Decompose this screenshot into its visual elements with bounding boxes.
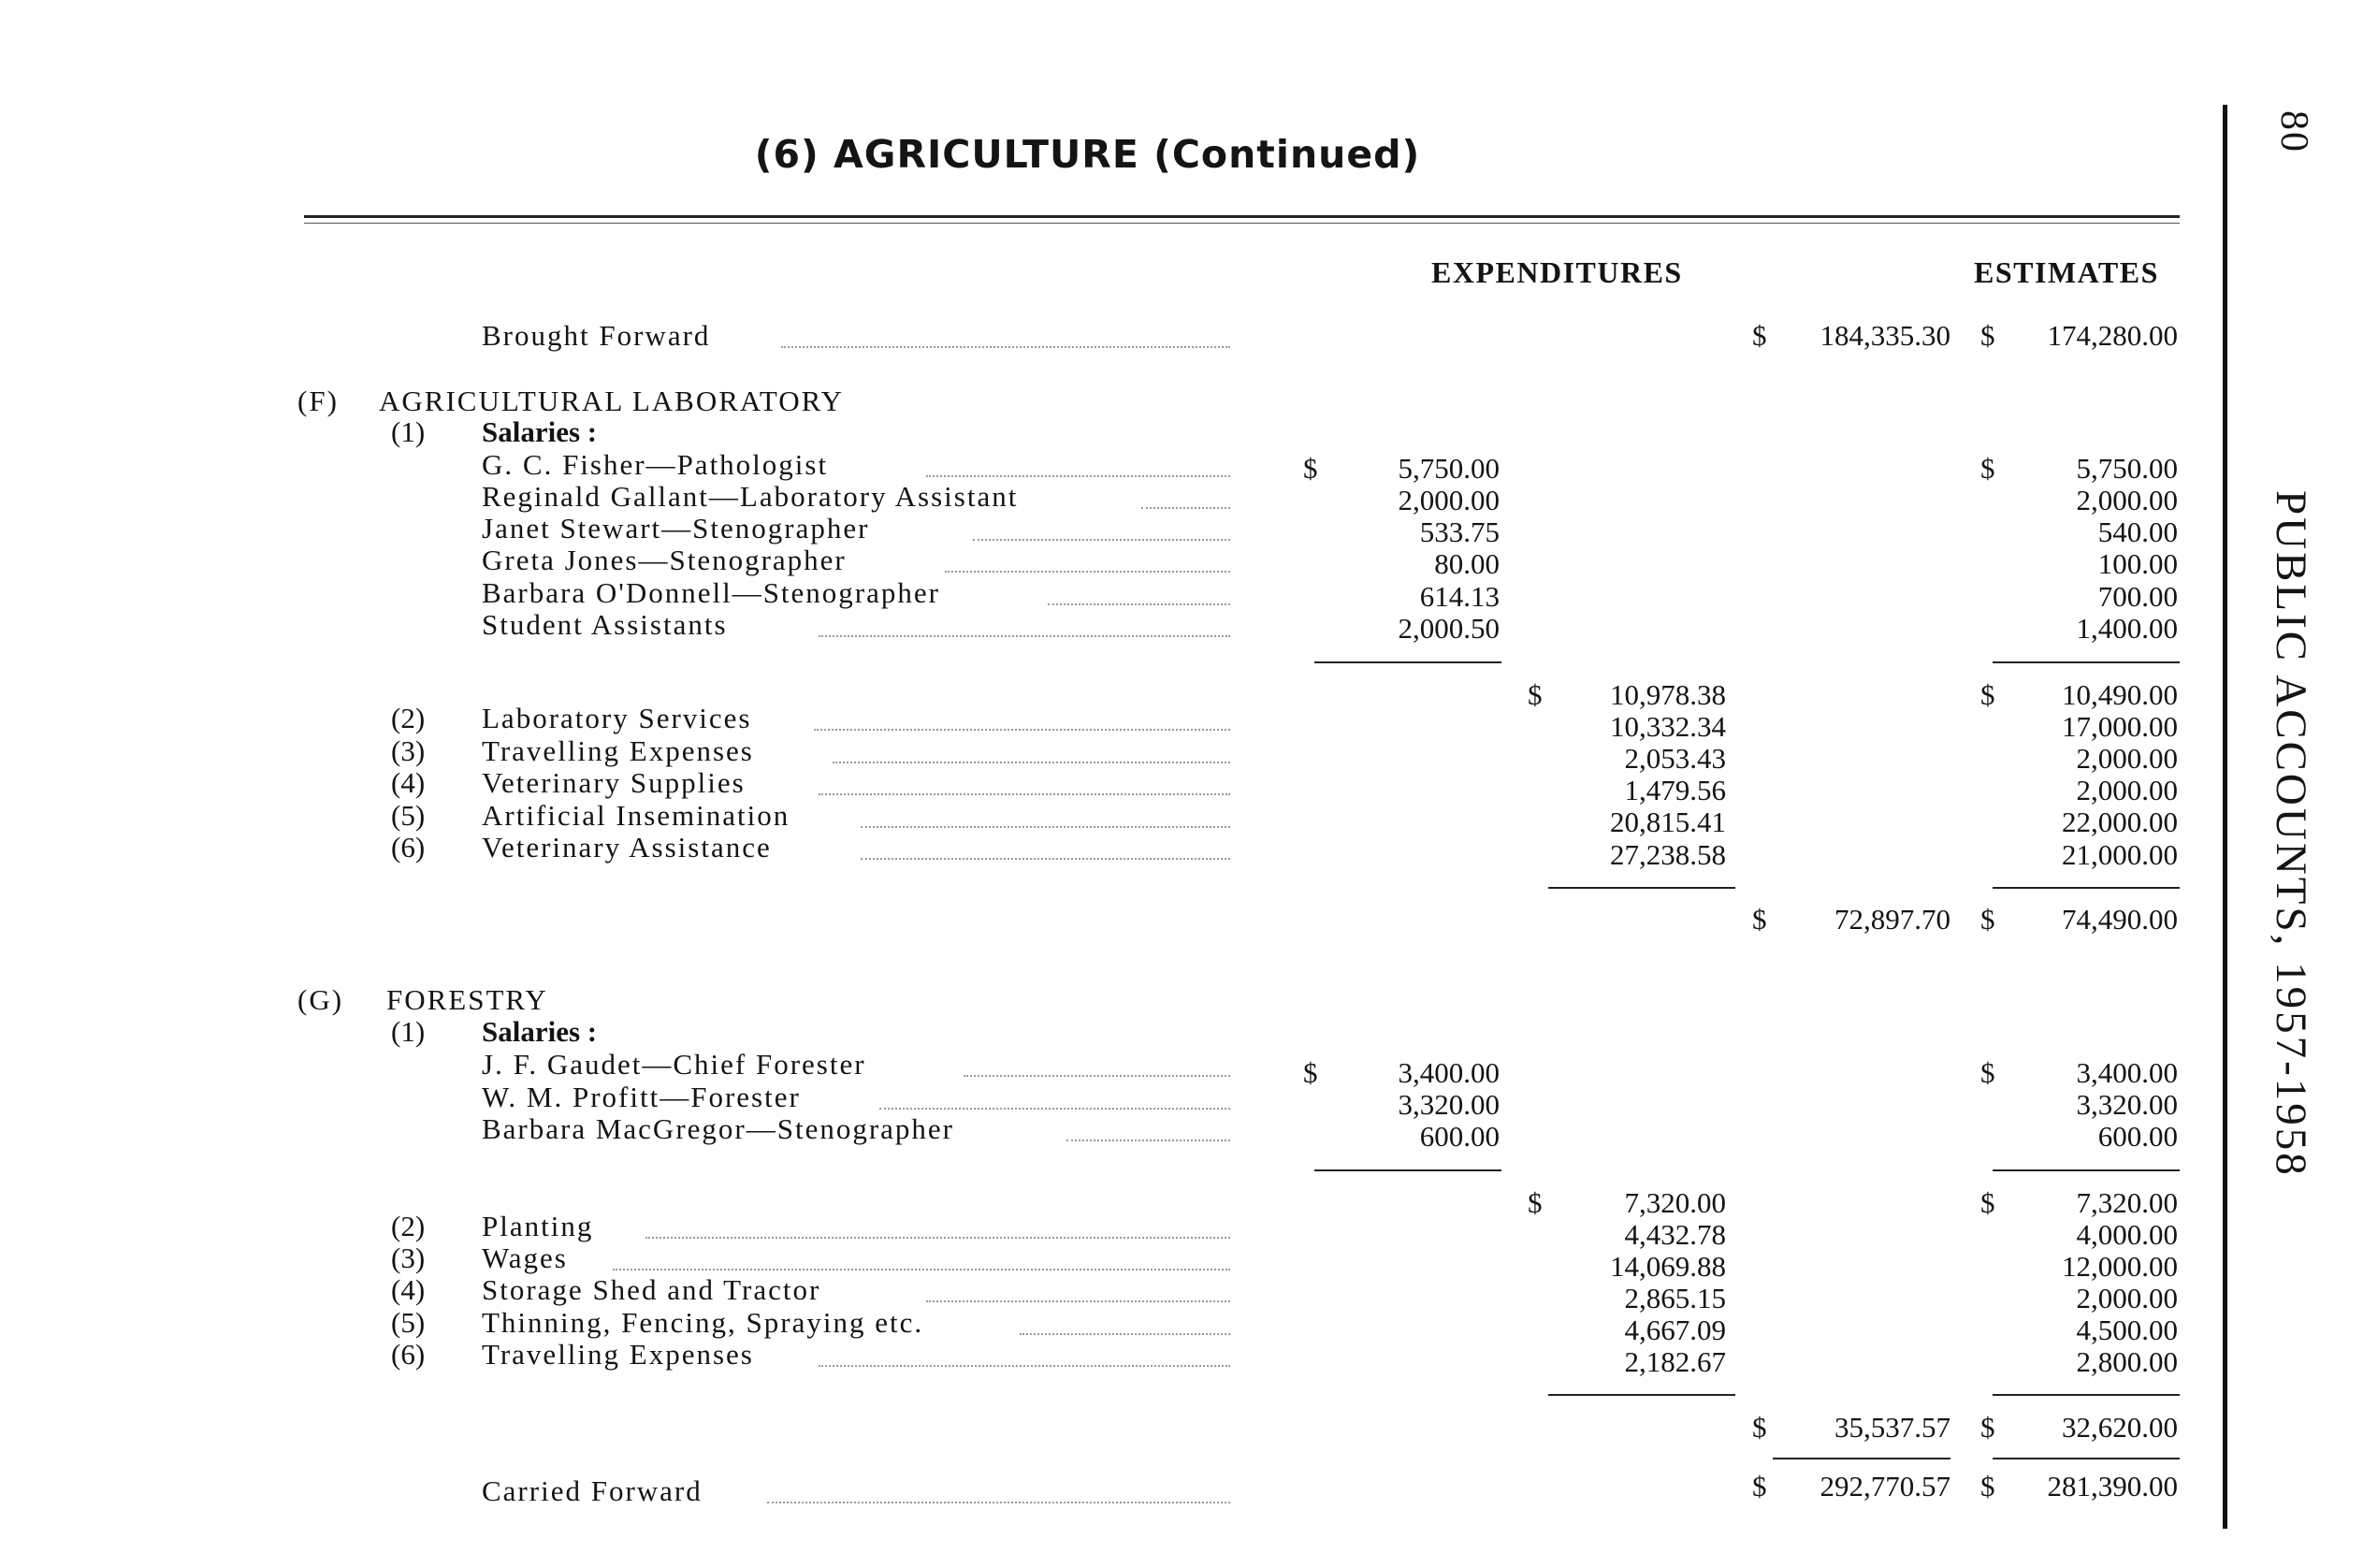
section-f-total-est: 74,490.00 [2062, 903, 2178, 936]
item-num: (3) [391, 734, 426, 767]
dollar-sign: $ [1980, 903, 1995, 936]
section-f-salaries-num: (1) [391, 415, 426, 448]
dollar-sign: $ [1980, 319, 1995, 352]
leader-dots [879, 1108, 1230, 1110]
leader-dots [767, 1502, 1230, 1503]
subtotal-rule [1993, 887, 2180, 889]
salary-exp: 2,000.00 [1398, 484, 1500, 516]
leader-dots [819, 635, 1230, 637]
item-est: 17,000.00 [2062, 710, 2178, 743]
col-expenditures: EXPENDITURES [1431, 255, 1683, 289]
section-g-salaries-total-exp: 7,320.00 [1624, 1186, 1726, 1219]
item-label: Thinning, Fencing, Spraying etc. [482, 1306, 924, 1339]
item-exp: 14,069.88 [1610, 1250, 1726, 1283]
item-num: (4) [391, 766, 426, 799]
header-rule-thin [304, 223, 2180, 224]
col-estimates: ESTIMATES [1974, 255, 2159, 289]
salary-label: Janet Stewart—Stenographer [482, 512, 870, 544]
salary-est: 600.00 [2097, 1120, 2178, 1153]
salary-exp: 3,400.00 [1398, 1056, 1500, 1089]
dollar-sign: $ [1752, 1470, 1767, 1503]
item-est: 12,000.00 [2062, 1250, 2178, 1283]
salary-exp: 614.13 [1419, 580, 1500, 613]
running-title: PUBLIC ACCOUNTS, 1957-1958 [2267, 490, 2315, 1178]
item-est: 4,000.00 [2076, 1218, 2178, 1251]
item-exp: 27,238.58 [1610, 838, 1726, 871]
item-est: 4,500.00 [2076, 1314, 2178, 1346]
leader-dots [1141, 507, 1230, 509]
item-label: Wages [482, 1241, 568, 1274]
leader-dots [819, 1365, 1230, 1367]
item-label: Travelling Expenses [482, 734, 754, 767]
item-label: Veterinary Supplies [482, 766, 746, 799]
section-f-name: AGRICULTURAL LABORATORY [379, 385, 844, 417]
leader-dots [926, 1300, 1230, 1302]
leader-dots [973, 539, 1230, 541]
carried-forward-label: Carried Forward [482, 1474, 703, 1507]
dollar-sign: $ [1752, 1411, 1767, 1444]
item-exp: 2,865.15 [1624, 1282, 1726, 1314]
section-g-salaries-label: Salaries : [482, 1015, 598, 1048]
total-rule [1993, 1458, 2180, 1459]
item-exp: 10,332.34 [1610, 710, 1726, 743]
leader-dots [814, 729, 1230, 731]
salary-exp: 80.00 [1434, 547, 1500, 580]
dollar-sign: $ [1980, 1470, 1995, 1503]
salary-label: J. F. Gaudet—Chief Forester [482, 1048, 866, 1081]
item-num: (3) [391, 1241, 426, 1274]
dollar-sign: $ [1752, 903, 1767, 936]
item-num: (2) [391, 702, 426, 734]
item-exp: 4,432.78 [1624, 1218, 1726, 1251]
section-g-total-est: 32,620.00 [2062, 1411, 2178, 1444]
salary-exp: 3,320.00 [1398, 1088, 1500, 1121]
item-label: Veterinary Assistance [482, 831, 772, 864]
subtotal-rule [1548, 887, 1735, 889]
salary-label: Barbara MacGregor—Stenographer [482, 1112, 955, 1145]
salary-est: 1,400.00 [2076, 612, 2178, 645]
dollar-sign: $ [1752, 319, 1767, 352]
margin-rule [2223, 105, 2227, 1529]
subtotal-rule [1993, 1394, 2180, 1396]
salary-exp: 5,750.00 [1398, 452, 1500, 485]
salary-est: 100.00 [2097, 547, 2178, 580]
salary-label: Barbara O'Donnell—Stenographer [482, 576, 940, 609]
brought-forward-label: Brought Forward [482, 319, 711, 352]
dollar-sign: $ [1980, 1411, 1995, 1444]
salary-exp: 2,000.50 [1398, 612, 1500, 645]
section-g-total-exp: 35,537.57 [1834, 1411, 1950, 1444]
page-title: (6) AGRICULTURE (Continued) [754, 132, 1421, 177]
dollar-sign: $ [1528, 678, 1543, 711]
subtotal-rule [1314, 1169, 1501, 1171]
subtotal-rule [1548, 1394, 1735, 1396]
leader-dots [1048, 603, 1230, 605]
item-num: (6) [391, 1338, 426, 1371]
item-est: 2,000.00 [2076, 1282, 2178, 1314]
header-rule [304, 215, 2180, 218]
salary-label: Reginald Gallant—Laboratory Assistant [482, 480, 1019, 513]
salary-exp: 533.75 [1419, 515, 1500, 548]
leader-dots [1020, 1333, 1230, 1335]
leader-dots [833, 762, 1230, 763]
dollar-sign: $ [1980, 452, 1995, 485]
item-num: (4) [391, 1273, 426, 1306]
leader-dots [613, 1269, 1230, 1270]
dollar-sign: $ [1980, 678, 1995, 711]
salary-est: 3,320.00 [2076, 1088, 2178, 1121]
brought-forward-est: 174,280.00 [2047, 319, 2178, 352]
item-exp: 2,182.67 [1624, 1345, 1726, 1378]
leader-dots [861, 826, 1230, 828]
page-number: 80 [2272, 110, 2315, 153]
item-est: 21,000.00 [2062, 838, 2178, 871]
item-label: Planting [482, 1210, 594, 1242]
leader-dots [964, 1075, 1230, 1077]
item-label: Laboratory Services [482, 702, 752, 734]
leader-dots [645, 1237, 1230, 1239]
salary-label: W. M. Profitt—Forester [482, 1081, 801, 1113]
section-g-code: (G) [297, 983, 344, 1016]
salary-label: Greta Jones—Stenographer [482, 544, 847, 576]
salary-label: G. C. Fisher—Pathologist [482, 448, 829, 481]
item-exp: 2,053.43 [1624, 742, 1726, 775]
subtotal-rule [1314, 661, 1501, 663]
section-f-salaries-label: Salaries : [482, 415, 598, 448]
item-exp: 1,479.56 [1624, 774, 1726, 806]
section-g-salaries-total-est: 7,320.00 [2076, 1186, 2178, 1219]
item-est: 2,800.00 [2076, 1345, 2178, 1378]
salary-est: 2,000.00 [2076, 484, 2178, 516]
item-num: (5) [391, 1306, 426, 1339]
section-g-name: FORESTRY [386, 983, 548, 1016]
dollar-sign: $ [1303, 1056, 1318, 1089]
item-est: 2,000.00 [2076, 742, 2178, 775]
item-label: Artificial Insemination [482, 799, 790, 832]
item-num: (2) [391, 1210, 426, 1242]
item-est: 22,000.00 [2062, 806, 2178, 838]
salary-est: 5,750.00 [2076, 452, 2178, 485]
section-f-total-exp: 72,897.70 [1834, 903, 1950, 936]
dollar-sign: $ [1980, 1186, 1995, 1219]
item-label: Storage Shed and Tractor [482, 1273, 821, 1306]
item-num: (6) [391, 831, 426, 864]
dollar-sign: $ [1980, 1056, 1995, 1089]
leader-dots [819, 793, 1230, 795]
subtotal-rule [1993, 1169, 2180, 1171]
carried-forward-est: 281,390.00 [2047, 1470, 2178, 1503]
section-g-salaries-num: (1) [391, 1015, 426, 1048]
salary-est: 3,400.00 [2076, 1056, 2178, 1089]
leader-dots [781, 346, 1230, 348]
brought-forward-exp: 184,335.30 [1820, 319, 1950, 352]
dollar-sign: $ [1303, 452, 1318, 485]
item-est: 2,000.00 [2076, 774, 2178, 806]
leader-dots [926, 475, 1230, 477]
total-rule [1773, 1458, 1950, 1459]
leader-dots [1066, 1140, 1230, 1141]
salary-exp: 600.00 [1419, 1120, 1500, 1153]
leader-dots [945, 571, 1230, 573]
section-f-code: (F) [297, 385, 339, 417]
side-header [2262, 110, 2318, 1233]
salary-est: 540.00 [2097, 515, 2178, 548]
leader-dots [861, 858, 1230, 860]
salary-label: Student Assistants [482, 608, 728, 641]
item-exp: 4,667.09 [1624, 1314, 1726, 1346]
carried-forward-exp: 292,770.57 [1820, 1470, 1950, 1503]
dollar-sign: $ [1528, 1186, 1543, 1219]
salary-est: 700.00 [2097, 580, 2178, 613]
section-f-salaries-total-est: 10,490.00 [2062, 678, 2178, 711]
item-exp: 20,815.41 [1610, 806, 1726, 838]
section-f-salaries-total-exp: 10,978.38 [1610, 678, 1726, 711]
item-num: (5) [391, 799, 426, 832]
item-label: Travelling Expenses [482, 1338, 754, 1371]
subtotal-rule [1993, 661, 2180, 663]
